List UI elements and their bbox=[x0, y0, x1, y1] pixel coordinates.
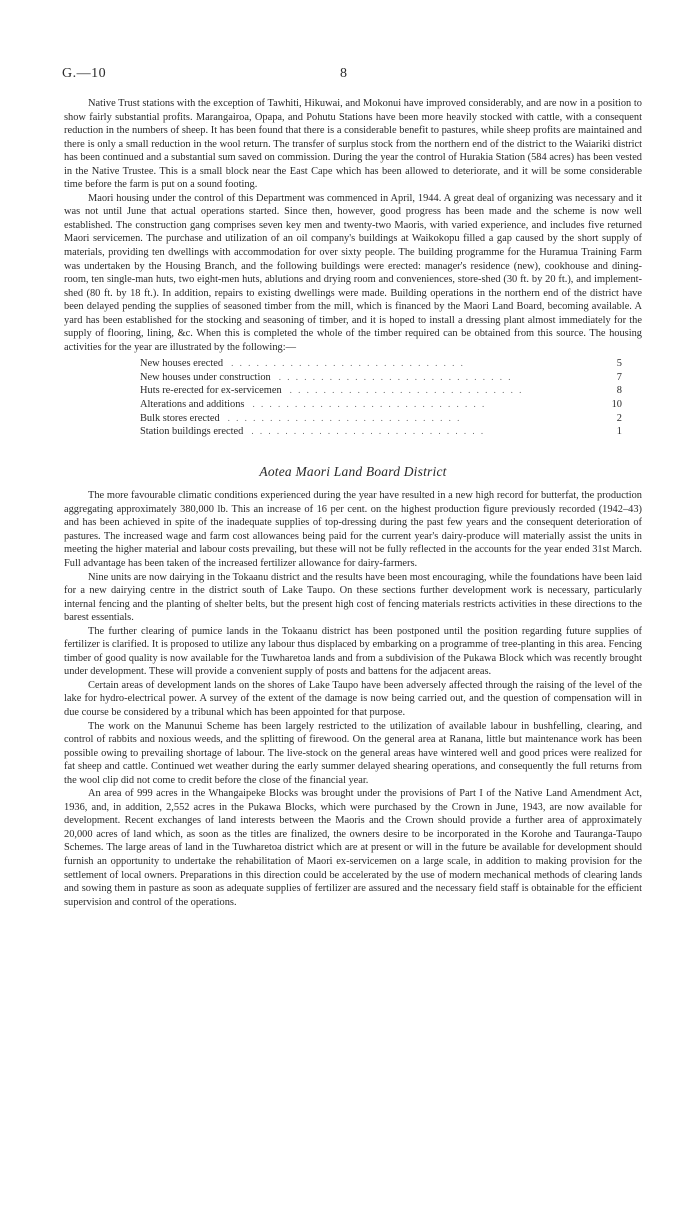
page-body bbox=[64, 97, 642, 909]
housing-activities-list bbox=[140, 357, 622, 438]
list-item-value: 7 bbox=[616, 371, 622, 383]
leader-dots: . . . . . . . . . . . . . . . . . . . . . . . . . . . . bbox=[251, 426, 486, 437]
list-item-label: Station buildings erected bbox=[140, 426, 244, 438]
paragraph-lake-taupo: Certain areas of development lands on the shores of Lake Taupo have been adversely affected through the raising of the level of the lake for hydro-electrical power. A survey of the extent of the damage is now being carried out, and the question of compensation will in due course be considered by a tribunal which has been appointed for that purpose. bbox=[64, 679, 642, 718]
list-item bbox=[140, 398, 622, 412]
section-heading: Aotea Maori Land Board District bbox=[259, 463, 447, 479]
list-item-label: New houses under construction bbox=[140, 371, 271, 383]
list-item-value: 10 bbox=[611, 399, 622, 411]
list-item-label: Bulk stores erected bbox=[140, 412, 220, 424]
leader-dots: . . . . . . . . . . . . . . . . . . . . . . . . . . . . bbox=[227, 412, 462, 423]
list-item-value: 1 bbox=[616, 426, 622, 438]
paragraph-tokaanu-dairying: Nine units are now dairying in the Tokaanu district and the results have been most encouraging, while the foundations have been laid for a new dairying centre in the district south of Lake Taupo. On these sections further development work is necessary, particularly internal fencing and the planting of shelter belts, but the present high cost of fencing materials restricts activities in these directions to the barest essentials. bbox=[64, 571, 642, 624]
paragraph-whangaipeke-blocks: An area of 999 acres in the Whangaipeke Blocks was brought under the provisions of Part I of the Native Land Amendment Act, 1936, and, in addition, 2,552 acres in the Pukawa Blocks, which were purchased by the Crown in June, 1943, are now available for development. Recent exchanges of land interests between the Maoris and the Crown should provide a further area of approximately 20,000 acres of land which, as soon as the titles are finalized, the owners desire to be incorporated in the Korohe and Tauranga-Taupo Schemes. The large areas of land in the Tuwharetoa district which are at present or will in the future be available for development should furnish an opportunity to undertake the rehabilitation of Maori ex-servicemen on a large scale, in addition to making provision for the settlement of local owners. Preparations in this direction could be accelerated by the use of modern mechanical methods of clearing lands and sowing them in pasture as soon as adequate supplies of fertilizer are assured and the necessary field staff is obtainable for the efficient supervision and control of the operations. bbox=[64, 788, 642, 908]
list-item-label: Alterations and additions bbox=[140, 399, 245, 411]
paragraph-manunui-scheme: The work on the Manunui Scheme has been largely restricted to the utilization of available labour in bushfelling, clearing, and control of rabbits and noxious weeds, and the splitting of firewood. On the general area at Ranana, little but maintenance work has been possible owing to prevailing shortage of labour. The live-stock on the general areas have wintered well and good prices were realized for fat sheep and cattle. Continued wet weather during the early summer delayed shearing operations, and consequently the full returns from the wool clip did not come to credit before the close of the financial year. bbox=[64, 720, 642, 786]
paragraph-butterfat-record: The more favourable climatic conditions experienced during the year have resulted in a new high record for butterfat, the production aggregating approximately 380,000 lb. This an increase of 16 per cent. on the highest production figure previously recorded (1942–43) and has been achieved in spite of the inadequate supplies of top-dressing during the past few years and the consequent deterioration of pastures. The increased wage and farm cost allowances being paid for the current year's dairy-produce will materially assist the units in meeting the higher material and labour costs prevailing, but these will not be fully reflected in the accounts for the year ended 31st March. Full advantage has been taken of the increased fertilizer allowance for dairy-farmers. bbox=[64, 490, 642, 569]
paragraph-native-trust-stations: Native Trust stations with the exception of Tawhiti, Hikuwai, and Mokonui have improved considerably, and are now in a position to show fairly substantial profits. Marangairoa, Opapa, and Pohutu Stations have been more heavily stocked with cattle, with a consequent reduction in the numbers of sheep. It has been found that there is a considerable benefit to pastures, while sheep profits are maintained and there is only a small reduction in the wool return. The transfer of surplus stock from the northern end of the district to the Waiariki district has been continued and a substantial sum saved on commission. During the year the control of Hurakia Station (584 acres) has been vested in the Native Trustee. This is a small block near the East Cape which has been allowed to deteriorate, and it will be some considerable time before the farm is put on a sound footing. bbox=[64, 98, 642, 191]
list-item-label: New houses erected bbox=[140, 358, 224, 370]
list-item bbox=[140, 425, 622, 439]
leader-dots: . . . . . . . . . . . . . . . . . . . . . . . . . . . . bbox=[289, 385, 524, 396]
list-item-value: 8 bbox=[616, 385, 622, 397]
list-item bbox=[140, 357, 622, 371]
leader-dots: . . . . . . . . . . . . . . . . . . . . . . . . . . . . bbox=[278, 371, 513, 382]
list-item bbox=[140, 371, 622, 385]
page-header bbox=[62, 66, 642, 86]
list-item-value: 2 bbox=[616, 412, 622, 424]
document-reference: G.—10 bbox=[62, 66, 107, 81]
paragraph-maori-housing: Maori housing under the control of this Department was commenced in April, 1944. A great deal of organizing was necessary and it was not until June that actual operations started. Since then, however, good progress has been made and the scheme is now well established. The construction gang comprises seven key men and twenty-two Maoris, with varied experience, and includes five returned Maori servicemen. The purchase and utilization of an oil company's buildings at Waikokopu filled a gap caused by the short supply of materials, providing ten dwellings with accommodation for over sixty people. The building programme for the Huramua Training Farm was undertaken by the Housing Branch, and the following buildings were erected: manager's residence (new), cookhouse and dining-room, ten single-man huts, two eight-men huts, ablutions and drying room and conveniences, store-shed (30 ft. by 20 ft.), and implement-shed (80 ft. by 18 ft.). In addition, repairs to existing dwellings were made. Building operations in the northern end of the district have been delayed pending the supplies of seasoned timber from the mill, which is financed by the Maori Land Board, becoming available. A yard has been established for the stocking and seasoning of timber, and it is hoped to install a dressing plant almost immediately for the supply of flooring, lining, &c. When this is completed the whole of the timber required can be obtained from this source. The housing activities for the year are illustrated by the following:— bbox=[64, 192, 642, 353]
page-number: 8 bbox=[340, 66, 347, 81]
list-item-label: Huts re-erected for ex-servicemen bbox=[140, 385, 282, 397]
paragraph-pumice-lands: The further clearing of pumice lands in the Tokaanu district has been postponed until the position regarding future supplies of fertilizer is clarified. It is proposed to utilize any labour thus displaced by embarking on a programme of tree-planting in this area. Fencing timber of good quality is now available for the Tuwharetoa lands and from a subdivision of the Pukawa Block which was recently brought under development. These will provide a convenient supply of posts and battens for the adjacent areas. bbox=[64, 625, 642, 678]
leader-dots: . . . . . . . . . . . . . . . . . . . . . . . . . . . . bbox=[252, 399, 487, 410]
list-item bbox=[140, 384, 622, 398]
list-item-value: 5 bbox=[616, 358, 622, 370]
leader-dots: . . . . . . . . . . . . . . . . . . . . . . . . . . . . bbox=[231, 358, 465, 369]
list-item bbox=[140, 412, 622, 426]
